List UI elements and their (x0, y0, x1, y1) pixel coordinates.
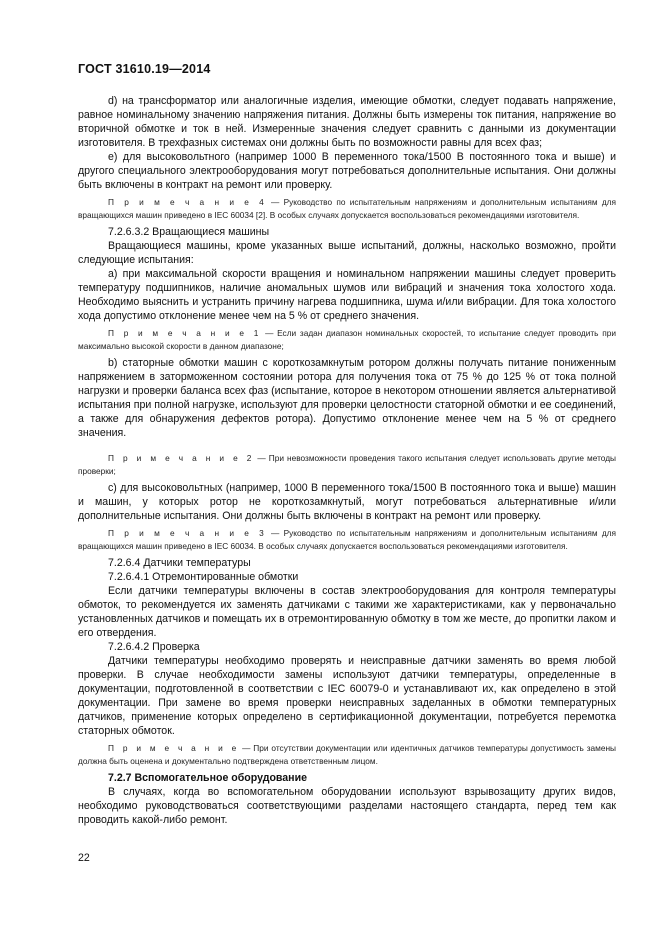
note-label: П р и м е ч а н и е 3 (108, 528, 267, 538)
note-label: П р и м е ч а н и е (108, 743, 240, 753)
note-label: П р и м е ч а н и е 4 (108, 197, 267, 207)
note-text: — Руководство по испытательным напряжениям и дополнительным испытаниям для вращающихся машин приведено в IEC 60034 [2]. В особых случаях допускается воспользоваться рекомендациями изготовителя. (78, 197, 617, 220)
note-sensors (78, 742, 616, 767)
heading-7-2-6-4: 7.2.6.4 Датчики температуры (108, 557, 251, 569)
note-text: — При невозможности проведения такого испытания следует использовать другие методы проверки; (78, 453, 617, 476)
note-text: — При отсутствии документации или идентичных датчиков температуры допустимость замены должна быть оценена и документально подтверждена ответственным лицом. (78, 743, 617, 766)
spacer (78, 440, 616, 448)
item-e: е) для высоковольтного (например 1000 В переменного тока/1500 В постоянного тока и выше) и другого специального электрооборудования могут потребоваться дополнительные испытания. Они должны быть включены в контракт на ремонт или проверку. (78, 151, 616, 191)
note-3 (78, 527, 616, 552)
paragraph-windings: Если датчики температуры включены в состав электрооборудования для контроля температуры обмоток, то рекомендуется их заменять датчиками с такими же характеристиками, как у первоначально установленных датчиков и помещать их в отремонтированную обмотку в том же месте, до пропитки лаком и его отвердения. (78, 585, 616, 639)
paragraph-auxiliary: В случаях, когда во вспомогательном оборудовании используют взрывозащиту других видов, необходимо руководствоваться соответствующими разделами настоящего стандарта, перед тем как проводить какой-либо ремонт. (78, 786, 616, 826)
item-d: d) на трансформатор или аналогичные изделия, имеющие обмотки, следует подавать напряжение, равное номинальному значению напряжения питания. Должны быть измерены ток питания, напряжение во вторичной обмотке и ток в ней. Измеренные значения следует сравнить с данными из документации изготовителя. В трехфазных системах они должны быть по возможности равны для всех фаз; (78, 95, 616, 149)
page-number: 22 (78, 852, 90, 864)
note-2 (78, 452, 616, 477)
heading-7-2-7: 7.2.7 Вспомогательное оборудование (108, 772, 307, 784)
note-text: — Если задан диапазон номинальных скоростей, то испытание следует проводить при максимально высокой скорости в данном диапазоне; (78, 328, 616, 351)
note-label: П р и м е ч а н и е 2 (108, 453, 255, 463)
document-header: ГОСТ 31610.19—2014 (78, 62, 211, 76)
document-page (78, 62, 616, 827)
heading-7-2-6-4-1: 7.2.6.4.1 Отремонтированные обмотки (108, 571, 299, 583)
note-1 (78, 327, 616, 352)
note-label: П р и м е ч а н и е 1 (108, 328, 262, 338)
heading-7-2-6-4-2: 7.2.6.4.2 Проверка (108, 641, 200, 653)
heading-7-2-6-3-2: 7.2.6.3.2 Вращающиеся машины (108, 226, 270, 238)
paragraph-intro: Вращающиеся машины, кроме указанных выше испытаний, должны, насколько возможно, пройти следующие испытания: (78, 240, 616, 266)
item-c: с) для высоковольтных (например, 1000 В переменного тока/1500 В постоянного тока и выше) машин и машин, у которых ротор не короткозамкнутый, могут потребоваться альтернативные и/или дополнительные испытания. Они должны быть включены в контракт на ремонт или проверку. (78, 482, 616, 522)
item-a: а) при максимальной скорости вращения и номинальном напряжении машины следует проверить температуру подшипников, наличие аномальных шумов или вибраций и значения тока холостого хода. Необходимо выяснить и устранить причину нагрева подшипника, шума и/или вибрации. Для тока холостого хода допустимо отклонение менее чем на 5 % от среднего значения. (78, 268, 616, 322)
note-text: — Руководство по испытательным напряжениям и дополнительным испытаниям для вращающихся машин приведено в IEC 60034. В особых случаях допускается воспользоваться рекомендациями изготовителя. (78, 528, 617, 551)
item-b: b) статорные обмотки машин с короткозамкнутым ротором должны получать питание пониженным напряжением в заторможенном состоянии ротора для получения тока от 75 % до 125 % от тока полной нагрузки и проверки баланса всех фаз (испытание, которое в некотором отношении является альтернативой испытания при полной нагрузке, используют для проверки целостности статорной обмотки и ее соединений, а также для обнаружения дефектов ротора). Допустимо отклонение менее чем на 5 % от среднего значения. (78, 357, 616, 439)
paragraph-check: Датчики температуры необходимо проверять и неисправные датчики заменять во время любой проверки. В случае необходимости замены используют датчики температуры, определенные в документации, подготовленной в соответствии с IEC 60079-0 и устанавливают их, как определено в этой документации. При замене во время проверки неисправных заделанных в обмотки температурных датчиков, применение которых определено в сертификационной документации, потребуется перемотка статорных обмоток. (78, 655, 616, 737)
note-4 (78, 196, 616, 221)
